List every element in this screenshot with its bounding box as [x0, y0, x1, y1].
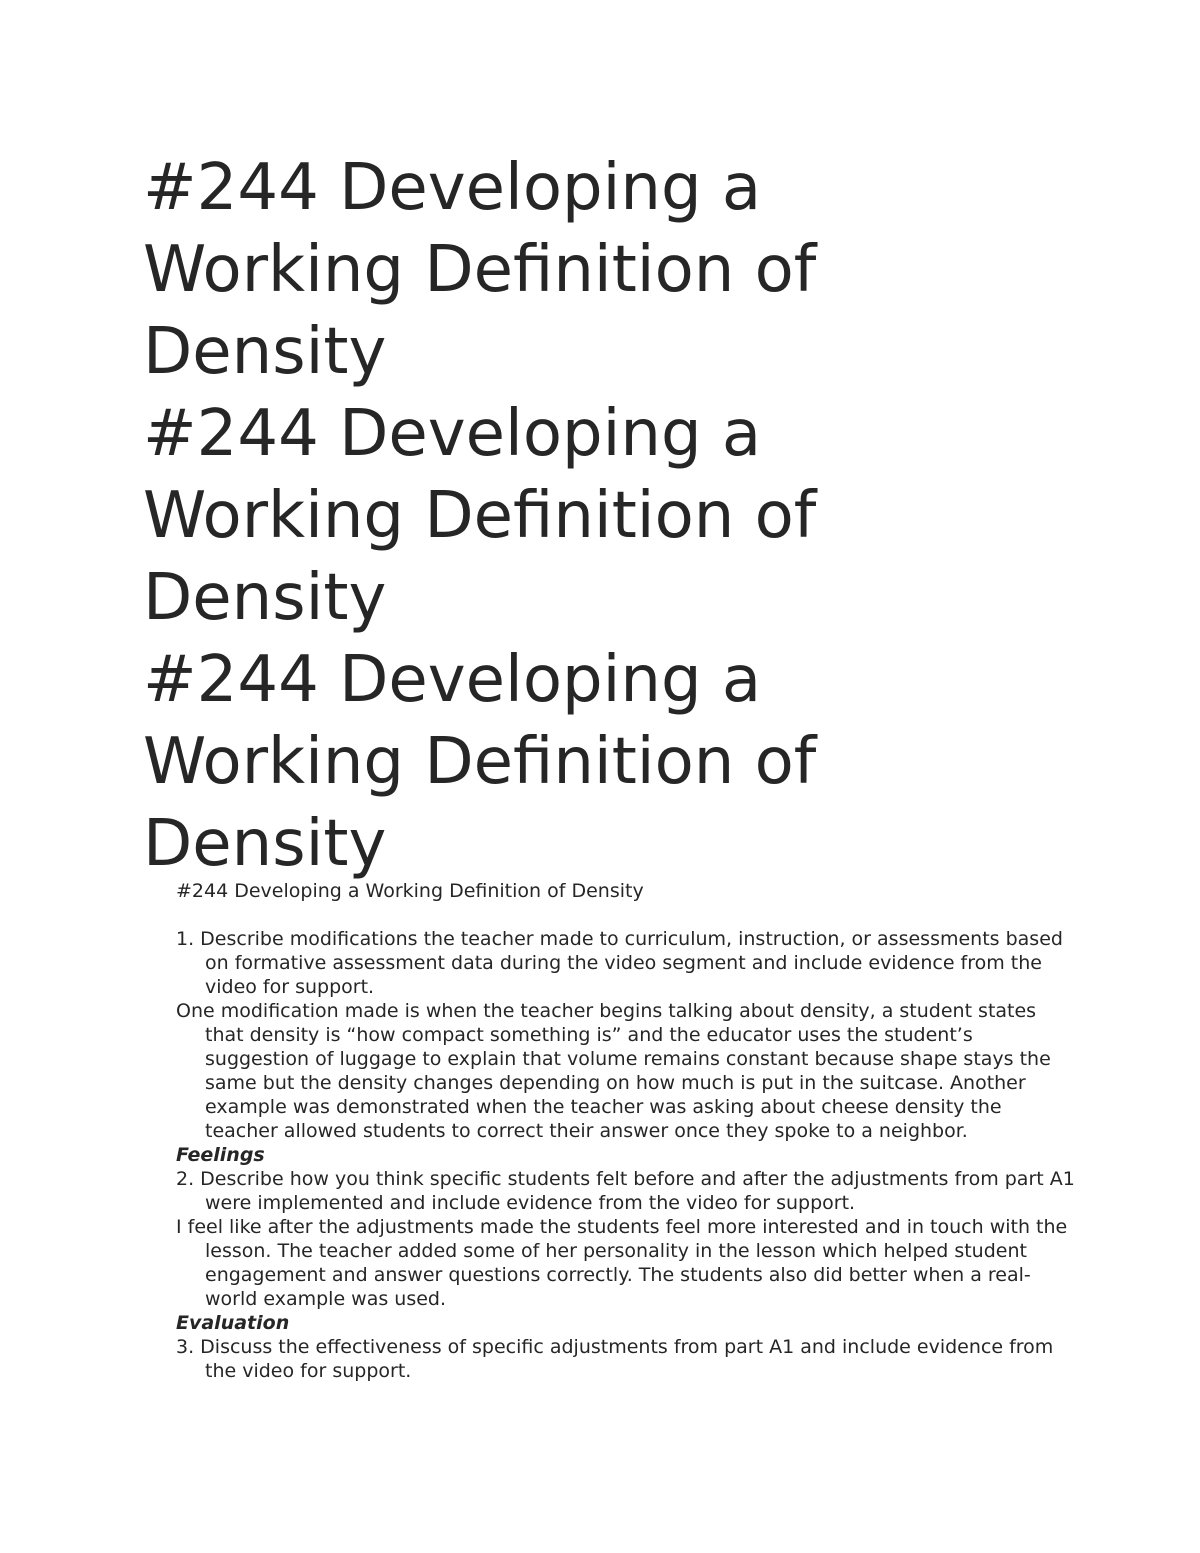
document-body — [176, 879, 1076, 1383]
question-1: 1. Describe modifications the teacher made to curriculum, instruction, or assessments based on formative assessment data during the video segment and include evidence from the video for support. — [176, 928, 1063, 998]
large-title: #244 Developing a Working Definition of Density — [143, 397, 817, 635]
large-title-block — [143, 147, 903, 885]
large-title: #244 Developing a Working Definition of Density — [143, 151, 817, 389]
document-title: #244 Developing a Working Definition of Density — [176, 880, 644, 902]
answer-2: I feel like after the adjustments made the students feel more interested and in touch with the lesson. The teacher added some of her personality in the lesson which helped student engagement and answer questions correctly. The students also did better when a real-world example was used. — [176, 1216, 1068, 1310]
question-2: 2. Describe how you think specific students felt before and after the adjustments from part A1 were implemented and include evidence from the video for support. — [176, 1168, 1075, 1214]
question-3: 3. Discuss the effectiveness of specific adjustments from part A1 and include evidence from the video for support. — [176, 1336, 1054, 1382]
answer-1: One modification made is when the teacher begins talking about density, a student states that density is “how compact something is” and the educator uses the student’s suggestion of luggage to explain that volume remains constant because shape stays the same but the density changes depending on how much is put in the suitcase. Another example was demonstrated when the teacher was asking about cheese density the teacher allowed students to correct their answer once they spoke to a neighbor. — [176, 1000, 1051, 1142]
section-heading-feelings: Feelings — [176, 1144, 265, 1166]
section-heading-evaluation: Evaluation — [176, 1312, 290, 1334]
large-title: #244 Developing a Working Definition of Density — [143, 643, 817, 881]
